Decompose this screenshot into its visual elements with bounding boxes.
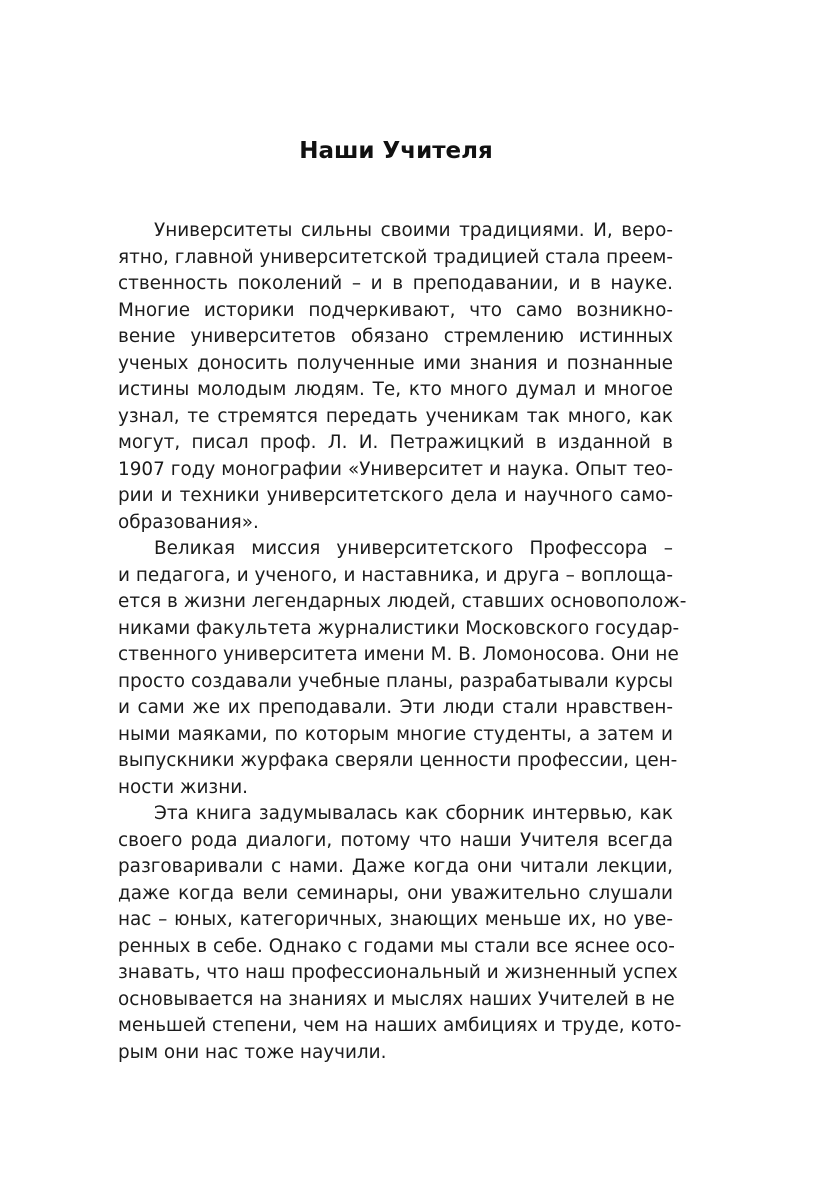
- text-line: меньшей степени, чем на наших амбициях и труде, кото-: [118, 1015, 682, 1036]
- text-line: нас – юных, категоричных, знающих меньше их, но уве-: [118, 909, 673, 930]
- text-line: истины молодым людям. Те, кто много думал и многое: [118, 379, 673, 400]
- text-line: Эта книга задумывалась как сборник интервью, как: [154, 803, 673, 824]
- text-line: знавать, что наш профессиональный и жизненный успех: [118, 962, 678, 983]
- text-line: узнал, те стремятся передать ученикам так много, как: [118, 405, 673, 427]
- text-line: своего рода диалоги, потому что наши Учителя всегда: [118, 829, 673, 851]
- text-line: Многие историки подчеркивают, что само возникно-: [118, 299, 673, 321]
- text-line: 1907 году монографии «Университет и наука. Опыт тео-: [118, 458, 673, 480]
- text-line: никами факультета журналистики Московского государ-: [118, 617, 680, 639]
- text-line: Великая миссия университетского Профессора –: [154, 538, 673, 559]
- text-line: образования».: [118, 511, 259, 533]
- text-line: рым они нас тоже научили.: [118, 1041, 387, 1063]
- text-line: ятно, главной университетской традицией стала преем-: [118, 246, 673, 268]
- text-line: ученых доносить полученные ими знания и познанные: [118, 352, 673, 374]
- text-line: Университеты сильны своими традициями. И, веро-: [154, 220, 673, 241]
- chapter-body: [118, 218, 687, 1066]
- text-line: просто создавали учебные планы, разрабатывали курсы: [118, 670, 673, 692]
- text-line: могут, писал проф. Л. И. Петражицкий в изданной в: [118, 432, 673, 453]
- text-line: ности жизни.: [118, 776, 249, 798]
- chapter-title: Наши Учителя: [299, 138, 493, 164]
- text-line: вение университетов обязано стремлению истинных: [118, 326, 673, 347]
- text-line: и педагога, и ученого, и наставника, и друга – воплоща-: [118, 564, 673, 586]
- text-line: основывается на знаниях и мыслях наших Учителей в не: [118, 988, 675, 1010]
- text-line: и сами же их преподавали. Эти люди стали нравствен-: [118, 697, 673, 718]
- paragraph-3: [118, 801, 682, 1066]
- paragraph-2: [118, 536, 687, 801]
- text-line: ренных в себе. Однако с годами мы стали все яснее осо-: [118, 935, 675, 957]
- text-line: даже когда вели семинары, они уважительно слушали: [118, 882, 673, 904]
- text-line: ными маяками, по которым многие студенты, а затем и: [118, 723, 673, 745]
- text-line: ственность поколений – и в преподавании, и в науке.: [118, 273, 673, 294]
- text-line: выпускники журфака сверяли ценности профессии, цен-: [118, 750, 678, 771]
- text-line: ственного университета имени М. В. Ломоносова. Они не: [118, 644, 679, 665]
- paragraph-1: [118, 218, 673, 536]
- text-line: разговаривали с нами. Даже когда они читали лекции,: [118, 856, 673, 877]
- text-line: ется в жизни легендарных людей, ставших основополож-: [118, 591, 687, 612]
- text-line: рии и техники университетского дела и научного само-: [118, 485, 673, 506]
